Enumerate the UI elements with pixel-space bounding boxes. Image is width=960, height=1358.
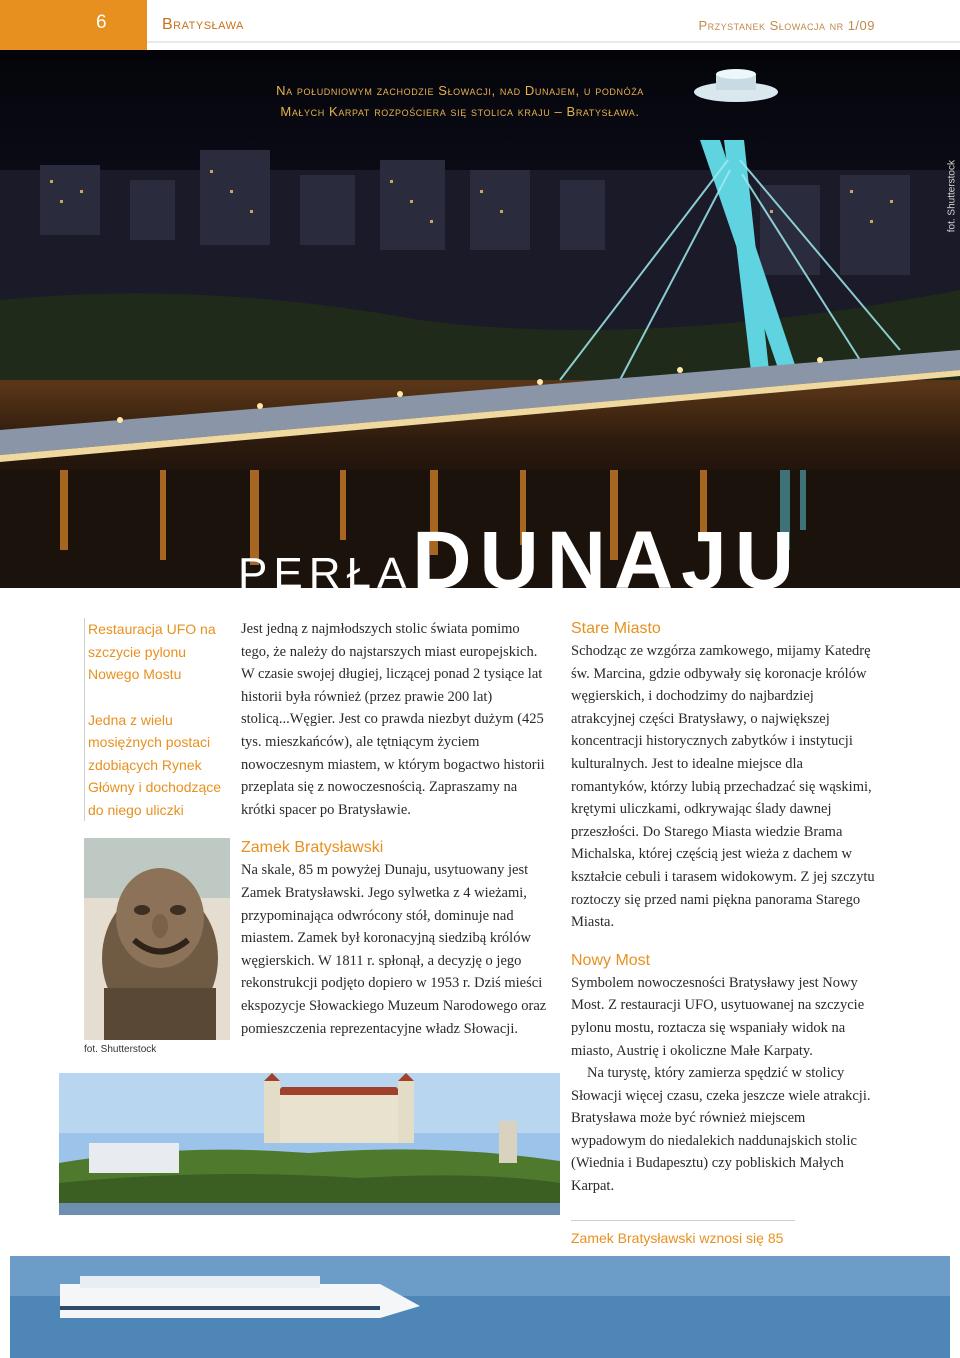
main-title-part2: DUNAJU <box>412 515 802 588</box>
hero-photo-bridge <box>0 50 960 588</box>
caption-statues: Jedna z wielu mosiężnych postaci zdobiących Rynek Główny i dochodzące do niego uliczki <box>88 711 222 818</box>
boat-photo <box>0 1256 960 1358</box>
old-town-heading: Stare Miasto <box>571 620 661 637</box>
new-bridge-heading: Nowy Most <box>571 951 651 969</box>
hero-intro-line2: Małych Karpat rozpościera się stolica kraju – Bratysława. <box>280 104 640 119</box>
article-right-column <box>571 618 877 1198</box>
castle-photo <box>59 1073 560 1215</box>
closing-paragraph: Na turystę, który zamierza spędzić w stolicy Słowacji więcej czasu, czeka jeszcze wiele atrakcji. Bratysława może być również miejscem wypadowym do niedalekich naddunajskich stolic (Wiednia i Budapesztu) czy pobliskich Małych Karpat. <box>571 1065 871 1195</box>
castle-paragraph: Na skale, 85 m powyżej Dunaju, usytuowany jest Zamek Bratysławski. Jego sylwetka z 4 wieżami, przypominająca odwrócony stół, dominuje nad miastem. Zamek był koronacyjną siedzibą królów węgierskich. W 1811 r. spłonął, a decyzję o jego rekonstrukcji podjęto dopiero w 1953 r. Dziś mieści ekspozycje Słowackiego Muzeum Narodowego oraz pomieszczenia reprezentacyjne władz Słowacji. <box>241 862 547 1037</box>
section-title: Bratysława <box>162 16 244 33</box>
intro-paragraph: Jest jedną z najmłodszych stolic świata pomimo tego, że należy do najstarszych miast europejskich. W czasie swojej długiej, liczącej ponad 2 tysiące lat historii była również (przez prawie 200 lat) stolicą...Węgier. Jest co prawda niezbyt dużym (425 tys. mieszkańców), ale tętniącym życiem nowoczesnym miastem, w którym bogactwo historii przeplata się z nowoczesnością. Zapraszamy na krótki spacer po Bratysławie. <box>241 621 545 818</box>
caption-ufo: Restauracja UFO na szczycie pylonu Nowego Mostu <box>88 621 216 682</box>
bronze-statue-illustration <box>84 838 230 1040</box>
page-number-box <box>0 0 147 50</box>
statue-photo <box>84 838 230 1040</box>
page-header <box>0 0 960 50</box>
hero-intro-line1: Na południowym zachodzie Słowacji, nad Dunajem, u podnóża <box>276 83 644 98</box>
castle-heading: Zamek Bratysławski <box>241 839 384 857</box>
statue-photo-credit: fot. Shutterstock <box>84 1044 157 1055</box>
article-middle-column <box>241 618 547 1040</box>
old-town-paragraph: Schodząc ze wzgórza zamkowego, mijamy Katedrę św. Marcina, gdzie odbywały się koronacje królów węgierskich, i dochodzimy do najbardziej atrakcyjnej części Bratysławy, o największej koncentracji historycznych zabytków i instytucji kulturalnych. Jest to idealne miejsce dla romantyków, którzy lubią przechadzać się wąskimi, krętymi uliczkami, odkrywając ślady dawnej przeszłości. Do Starego Miasta wiedzie Brama Michalska, której częścią jest wieża z dachem w kształcie cebuli i tarasem widokowym. Z jej szczytu roztoczy się przed nami piękna panorama Starego Miasta. <box>571 643 875 931</box>
river-boat-illustration <box>0 1256 960 1358</box>
castle-caption: Zamek Bratysławski wznosi się 85 <box>571 1220 795 1273</box>
main-title-part1: PERŁA <box>238 549 413 588</box>
section-bar <box>147 11 960 43</box>
new-bridge-paragraph: Symbolem nowoczesności Bratysławy jest Nowy Most. Z restauracji UFO, usytuowanej na szczycie pylonu mostu, roztacza się wspaniały widok na miasto, Austrię i okoliczne Małe Karpaty. <box>571 974 865 1059</box>
night-bridge-illustration <box>0 50 960 588</box>
left-captions <box>84 618 230 821</box>
main-title <box>238 515 802 588</box>
hero-intro <box>220 80 700 122</box>
issue-label: Przystanek Słowacja nr 1/09 <box>698 18 875 33</box>
castle-illustration <box>59 1073 560 1215</box>
hero-photo-credit: fot. Shutterstock <box>946 160 957 233</box>
page-number: 6 <box>96 12 107 33</box>
